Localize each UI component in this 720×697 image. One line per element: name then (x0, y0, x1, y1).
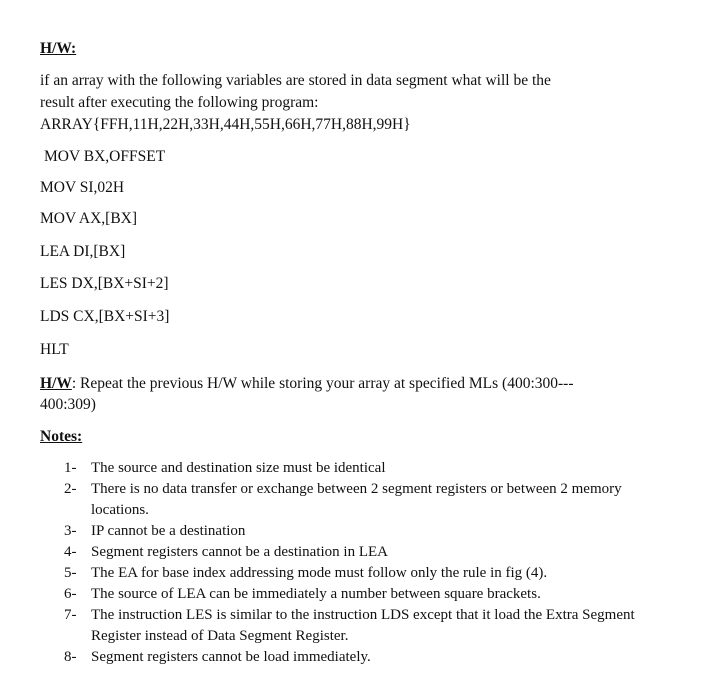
hw2-heading: H/W (40, 375, 72, 392)
notes-list (64, 458, 664, 668)
notes-heading: Notes: (40, 428, 83, 445)
note-text: Segment registers cannot be a destination in LEA (91, 544, 389, 560)
note-text: There is no data transfer or exchange between 2 segment registers or between 2 memory locations. (91, 481, 622, 518)
program-line: MOV BX,OFFSET (44, 148, 166, 165)
program-line: LEA DI,[BX] (40, 243, 126, 260)
program-line: LES DX,[BX+SI+2] (40, 275, 169, 292)
note-item (64, 647, 664, 668)
note-text: The source of LEA can be immediately a number between square brackets. (91, 586, 541, 602)
note-number: 5- (64, 565, 77, 581)
program-line: HLT (40, 341, 69, 358)
hw2-line-1 (40, 375, 573, 393)
note-text: The instruction LES is similar to the instruction LDS except that it load the Extra Segment Register instead of Data Segment Register. (91, 607, 635, 644)
note-item (64, 458, 664, 479)
note-item (64, 563, 664, 584)
hw-heading: H/W: (40, 40, 77, 57)
note-item (64, 479, 664, 521)
note-item (64, 521, 664, 542)
hw2-line-2: 400:309) (40, 396, 96, 413)
note-item (64, 542, 664, 563)
note-item (64, 605, 664, 647)
program-line: LDS CX,[BX+SI+3] (40, 308, 170, 325)
array-definition: ARRAY{FFH,11H,22H,33H,44H,55H,66H,77H,88H,99H} (40, 116, 411, 133)
hw2-text: : Repeat the previous H/W while storing your array at specified MLs (400:300--- (71, 375, 574, 392)
program-line: MOV AX,[BX] (40, 210, 138, 227)
note-text: IP cannot be a destination (91, 523, 246, 539)
program-line: MOV SI,02H (40, 179, 125, 196)
question-line-2: result after executing the following program: (40, 94, 319, 111)
note-number: 6- (64, 586, 77, 602)
note-number: 4- (64, 544, 77, 560)
note-number: 8- (64, 649, 77, 665)
note-number: 3- (64, 523, 77, 539)
note-text: Segment registers cannot be load immediately. (91, 649, 371, 665)
question-line-1: if an array with the following variables are stored in data segment what will be the (40, 72, 551, 89)
note-number: 2- (64, 481, 77, 497)
note-item (64, 584, 664, 605)
note-text: The EA for base index addressing mode must follow only the rule in fig (4). (91, 565, 548, 581)
note-text: The source and destination size must be identical (91, 460, 386, 476)
note-number: 1- (64, 460, 77, 476)
note-number: 7- (64, 607, 77, 623)
